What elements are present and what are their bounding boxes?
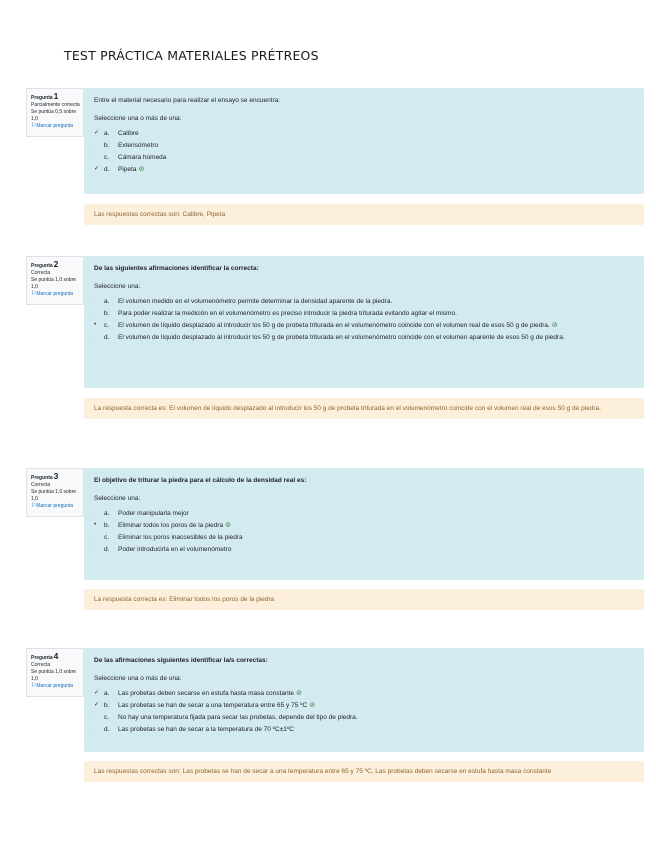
- answer-list: [94, 295, 634, 343]
- feedback-box: Las respuestas correctas son: Las probetas se han de secar a una temperatura entre 65 y 75 ºC, Las probetas deben secarse en estufa hasta masa constante: [84, 761, 644, 782]
- answer-prompt: Seleccione una o más de una:: [94, 675, 182, 682]
- question-score: Se puntúa 1,0 sobre 1,0: [31, 489, 77, 502]
- question-text: Entre el material necesario para realizar el ensayo se encuentra:: [94, 97, 281, 104]
- question-text: El objetivo de triturar la piedra para el cálculo de la densidad real es:: [94, 477, 307, 484]
- checkbox-icon[interactable]: ·: [94, 141, 96, 148]
- feedback-box: Las respuestas correctas son: Calibre, Pipeta: [84, 204, 644, 225]
- checkbox-icon[interactable]: ✓: [94, 701, 100, 708]
- radio-icon[interactable]: ·: [94, 545, 96, 552]
- flag-icon: ⚐: [31, 683, 37, 689]
- question-number: Pregunta4: [31, 651, 59, 661]
- check-circle-icon: ⊘: [225, 521, 232, 529]
- answer-option[interactable]: · d. El volumen de líquido desplazado al introducir los 50 g de probeta triturada en el volumenómetro coincide con el volumen aparente de esos 50 g de piedra.: [94, 333, 565, 341]
- answer-option[interactable]: • b. Eliminar todos los poros de la piedra ⊘: [94, 521, 232, 529]
- flag-icon: ⚐: [31, 123, 37, 129]
- checkbox-icon[interactable]: ·: [94, 725, 96, 732]
- check-circle-icon: ⊘: [138, 165, 145, 173]
- radio-icon[interactable]: •: [94, 321, 97, 328]
- question-info: [26, 648, 84, 697]
- question-formulation: [84, 468, 644, 580]
- feedback-box: La respuesta correcta es: El volumen de líquido desplazado al introducir los 50 g de probeta triturada en el volumenómetro coincide con el volumen real de esos 50 g de piedra.: [84, 398, 644, 419]
- page-title: TEST PRÁCTICA MATERIALES PRÉTREOS: [64, 48, 319, 63]
- answer-option[interactable]: · c. Eliminar los poros inaccesibles de la piedra: [94, 533, 243, 541]
- answer-prompt: Seleccione una:: [94, 283, 141, 290]
- flag-question-link[interactable]: ⚐Marcar pregunta: [31, 683, 74, 689]
- answer-list: [94, 687, 634, 735]
- flag-question-link[interactable]: ⚐Marcar pregunta: [31, 123, 74, 129]
- radio-icon[interactable]: ·: [94, 297, 96, 304]
- question-number: Pregunta3: [31, 471, 59, 481]
- radio-icon[interactable]: ·: [94, 533, 96, 540]
- checkbox-icon[interactable]: ✓: [94, 129, 100, 136]
- answer-prompt: Seleccione una o más de una:: [94, 115, 182, 122]
- flag-icon: ⚐: [31, 503, 37, 509]
- question-text: De las afirmaciones siguientes identificar la/s correctas:: [94, 657, 268, 664]
- check-circle-icon: ⊘: [551, 321, 558, 329]
- question-state: Correcta: [31, 662, 51, 668]
- answer-option[interactable]: · d. Poder introducirla en el volumenómetro: [94, 545, 232, 553]
- check-circle-icon: ⊘: [295, 689, 302, 697]
- question-state: Correcta: [31, 270, 51, 276]
- question-info: [26, 88, 84, 137]
- question-number: Pregunta1: [31, 91, 59, 101]
- answer-option[interactable]: · b. Extensómetro: [94, 141, 159, 149]
- answer-prompt: Seleccione una:: [94, 495, 141, 502]
- flag-icon: ⚐: [31, 291, 37, 297]
- flag-question-link[interactable]: ⚐Marcar pregunta: [31, 503, 74, 509]
- checkbox-icon[interactable]: ✓: [94, 689, 100, 696]
- check-circle-icon: ⊘: [309, 701, 316, 709]
- answer-option[interactable]: · a. Poder manipularla mejor: [94, 509, 189, 517]
- answer-option[interactable]: ✓ a. Las probetas deben secarse en estufa hasta masa constante ⊘: [94, 689, 302, 697]
- answer-option[interactable]: ✓ d. Pipeta ⊘: [94, 165, 145, 173]
- question-score: Se puntúa 1,0 sobre 1,0: [31, 277, 77, 290]
- question-score: Se puntúa 1,0 sobre 1,0: [31, 669, 77, 682]
- radio-icon[interactable]: •: [94, 521, 97, 528]
- answer-list: [94, 127, 634, 175]
- question-number: Pregunta2: [31, 259, 59, 269]
- flag-question-link[interactable]: ⚐Marcar pregunta: [31, 291, 74, 297]
- question-info: [26, 468, 84, 517]
- answer-option[interactable]: • c. El volumen de líquido desplazado al introducir los 50 g de probeta triturada en el volumenómetro coincide con el volumen real de esos 50 g de piedra. ⊘: [94, 321, 558, 329]
- feedback-box: La respuesta correcta es: Eliminar todos los poros de la piedra: [84, 589, 644, 610]
- answer-option[interactable]: ✓ a. Calibre: [94, 129, 139, 137]
- radio-icon[interactable]: ·: [94, 333, 96, 340]
- question-text: De las siguientes afirmaciones identificar la correcta:: [94, 265, 259, 272]
- question-state: Parcialmente correcta: [31, 102, 80, 108]
- question-state: Correcta: [31, 482, 51, 488]
- radio-icon[interactable]: ·: [94, 509, 96, 516]
- answer-option[interactable]: · b. Para poder realizar la medición en el volumenómetro es preciso introducir la piedra triturada evitando agitar el mismo.: [94, 309, 457, 317]
- checkbox-icon[interactable]: ✓: [94, 165, 100, 172]
- radio-icon[interactable]: ·: [94, 309, 96, 316]
- checkbox-icon[interactable]: ·: [94, 713, 96, 720]
- question-score: Se puntúa 0,5 sobre 1,0: [31, 109, 77, 122]
- answer-option[interactable]: · c. No hay una temperatura fijada para secar las probetas, depende del tipo de piedra.: [94, 713, 358, 721]
- answer-list: [94, 507, 634, 555]
- answer-option[interactable]: ✓ b. Las probetas se han de secar a una temperatura entre 65 y 75 ºC ⊘: [94, 701, 316, 709]
- answer-option[interactable]: · a. El volumen medido en el volumenómetro permite determinar la densidad aparente de la piedra.: [94, 297, 393, 305]
- answer-option[interactable]: · c. Cámara húmeda: [94, 153, 167, 161]
- question-info: [26, 256, 84, 305]
- question-formulation: [84, 88, 644, 194]
- answer-option[interactable]: · d. Las probetas se han de secar a la temperatura de 70 ºC±1ºC: [94, 725, 294, 733]
- question-formulation: [84, 256, 644, 388]
- checkbox-icon[interactable]: ·: [94, 153, 96, 160]
- question-formulation: [84, 648, 644, 752]
